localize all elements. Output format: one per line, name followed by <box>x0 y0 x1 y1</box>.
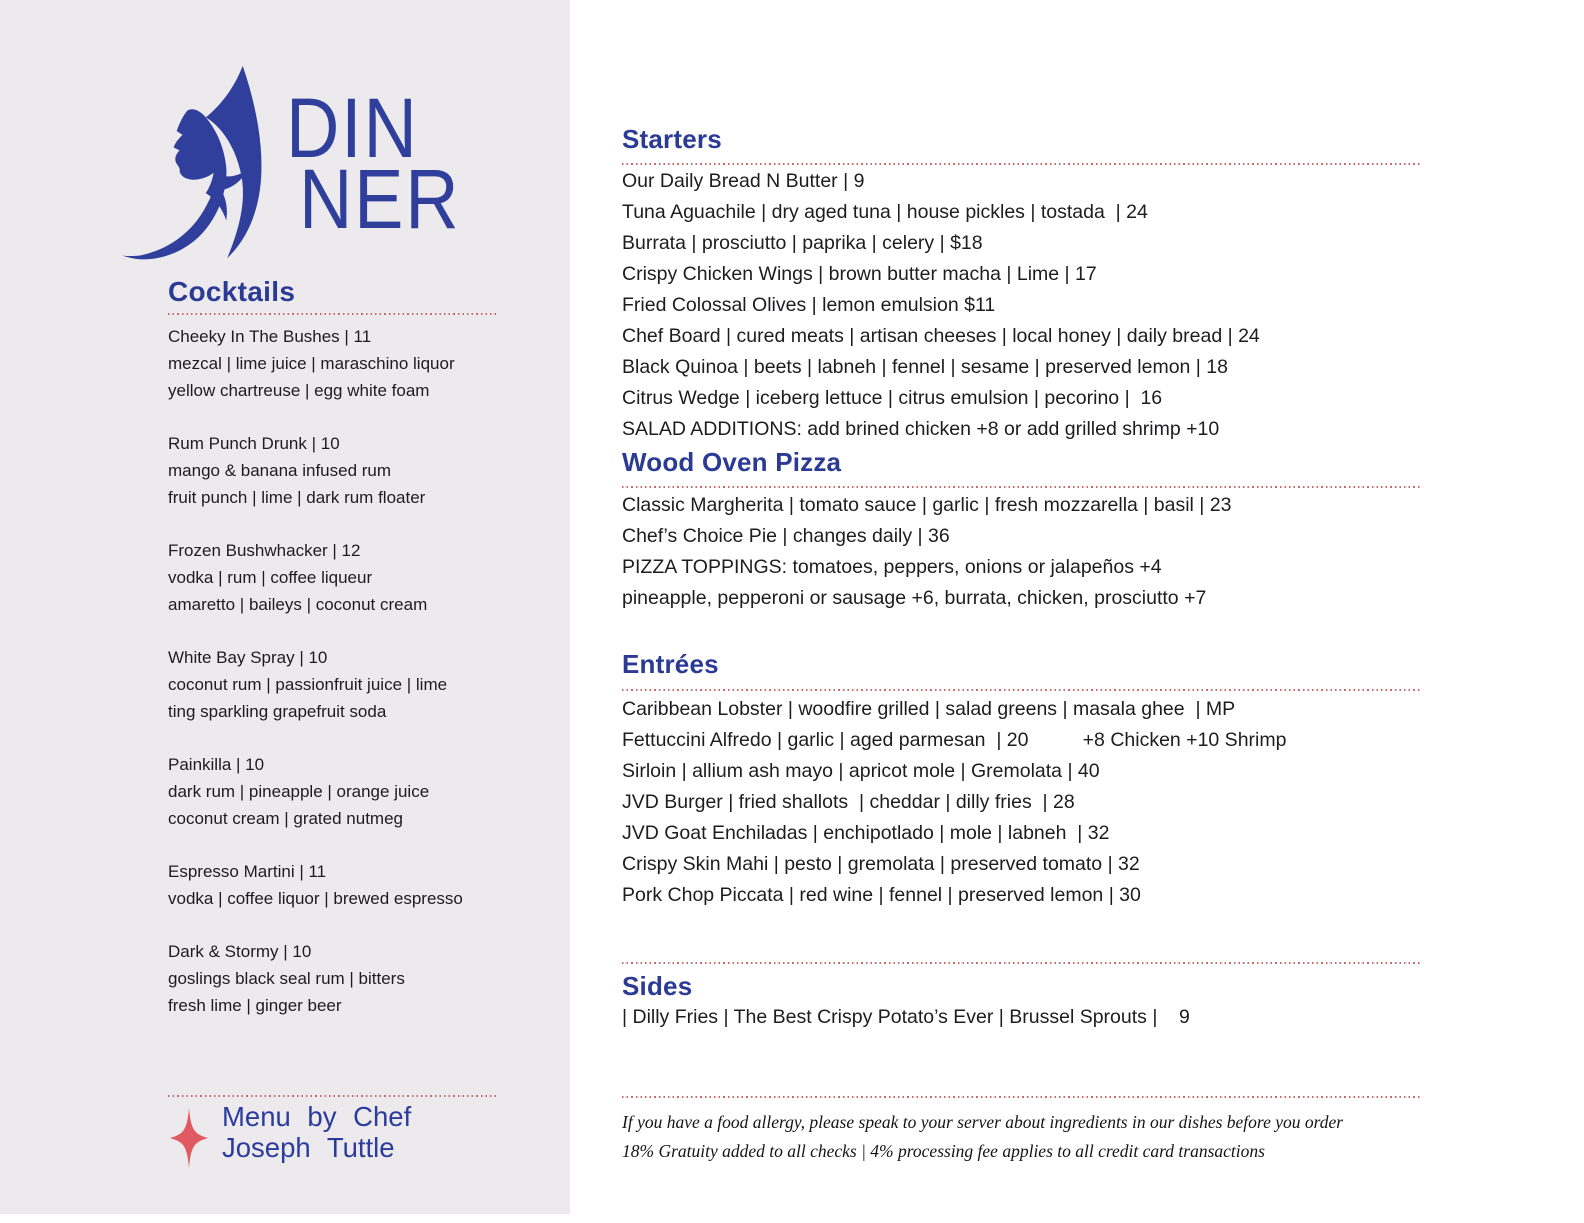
cocktail-name: Espresso Martini | 11 <box>168 862 327 881</box>
starters-section-title: Starters <box>622 124 722 154</box>
allergy-note: If you have a food allergy, please speak to your server about ingredients in our dishes before you order <box>622 1112 1344 1132</box>
menu-item: | Dilly Fries | The Best Crispy Potato’s Ever | Brussel Sprouts | 9 <box>622 1006 1190 1028</box>
pizza-list <box>622 490 1422 614</box>
footer-notes <box>622 1108 1422 1165</box>
entrees-list <box>622 694 1422 911</box>
gratuity-note: 18% Gratuity added to all checks | 4% processing fee applies to all credit card transactions <box>622 1140 1265 1161</box>
cocktail-item <box>168 537 538 618</box>
dotted-divider <box>168 313 498 316</box>
sides-section-title: Sides <box>622 971 693 1001</box>
cocktail-name: Rum Punch Drunk | 10 <box>168 434 340 453</box>
menu-item: Black Quinoa | beets | labneh | fennel | sesame | preserved lemon | 18 <box>622 356 1228 378</box>
menu-item: Fettuccini Alfredo | garlic | aged parmesan | 20 +8 Chicken +10 Shrimp <box>622 729 1287 751</box>
cocktail-name: Dark & Stormy | 10 <box>168 942 312 961</box>
menu-item: Chef’s Choice Pie | changes daily | 36 <box>622 525 950 547</box>
cocktail-desc: yellow chartreuse | egg white foam <box>168 381 430 400</box>
menu-item: Pork Chop Piccata | red wine | fennel | preserved lemon | 30 <box>622 884 1141 906</box>
cocktail-desc: coconut rum | passionfruit juice | lime <box>168 675 448 694</box>
menu-item: PIZZA TOPPINGS: tomatoes, peppers, onions or jalapeños +4 <box>622 556 1162 578</box>
logo-text-line2: NER <box>299 152 461 246</box>
sides-list <box>622 1002 1422 1033</box>
cocktail-desc: fruit punch | lime | dark rum floater <box>168 488 426 507</box>
entrees-section-title: Entrées <box>622 649 719 679</box>
cocktail-item <box>168 938 538 1019</box>
cocktail-item <box>168 430 538 511</box>
cocktail-desc: amaretto | baileys | coconut cream <box>168 595 428 614</box>
dotted-divider <box>622 1096 1420 1099</box>
dotted-divider <box>168 1095 498 1098</box>
menu-item: Tuna Aguachile | dry aged tuna | house pickles | tostada | 24 <box>622 201 1148 223</box>
menu-item: Classic Margherita | tomato sauce | garlic | fresh mozzarella | basil | 23 <box>622 494 1232 516</box>
cocktail-list <box>168 323 538 1045</box>
cocktail-item <box>168 323 538 404</box>
cocktail-desc: vodka | rum | coffee liqueur <box>168 568 373 587</box>
menu-item: pineapple, pepperoni or sausage +6, burrata, chicken, prosciutto +7 <box>622 587 1207 609</box>
menu-item: Caribbean Lobster | woodfire grilled | salad greens | masala ghee | MP <box>622 698 1236 720</box>
menu-item: JVD Goat Enchiladas | enchipotlado | mole | labneh | 32 <box>622 822 1110 844</box>
cocktail-item <box>168 644 538 725</box>
woman-face-profile-logo <box>118 62 280 266</box>
cocktail-name: Cheeky In The Bushes | 11 <box>168 327 372 346</box>
cocktail-desc: ting sparkling grapefruit soda <box>168 702 387 721</box>
menu-item: Burrata | prosciutto | paprika | celery | $18 <box>622 232 983 254</box>
menu-item: SALAD ADDITIONS: add brined chicken +8 or add grilled shrimp +10 <box>622 418 1220 440</box>
cocktails-section-title: Cocktails <box>168 276 296 307</box>
dotted-divider <box>622 486 1420 489</box>
menu-item: Crispy Skin Mahi | pesto | gremolata | preserved tomato | 32 <box>622 853 1140 875</box>
menu-item: Sirloin | allium ash mayo | apricot mole | Gremolata | 40 <box>622 760 1100 782</box>
cocktail-desc: mango & banana infused rum <box>168 461 392 480</box>
cocktail-desc: dark rum | pineapple | orange juice <box>168 782 430 801</box>
dotted-divider <box>622 689 1420 692</box>
menu-item: Chef Board | cured meats | artisan cheeses | local honey | daily bread | 24 <box>622 325 1260 347</box>
cocktail-name: Painkilla | 10 <box>168 755 265 774</box>
cocktail-desc: goslings black seal rum | bitters <box>168 969 405 988</box>
cocktail-name: White Bay Spray | 10 <box>168 648 328 667</box>
menu-item: Crispy Chicken Wings | brown butter macha | Lime | 17 <box>622 263 1097 285</box>
cocktail-desc: mezcal | lime juice | maraschino liquor <box>168 354 455 373</box>
menu-item: Citrus Wedge | iceberg lettuce | citrus emulsion | pecorino | 16 <box>622 387 1163 409</box>
pizza-section-title: Wood Oven Pizza <box>622 447 842 477</box>
cocktail-name: Frozen Bushwhacker | 12 <box>168 541 361 560</box>
chef-credit-text <box>222 1101 411 1163</box>
dotted-divider <box>622 962 1420 965</box>
cocktail-desc: coconut cream | grated nutmeg <box>168 809 403 828</box>
cocktail-item <box>168 858 538 912</box>
cocktail-desc: vodka | coffee liquor | brewed espresso <box>168 889 463 908</box>
chef-credit-line1: Menu by Chef <box>222 1101 412 1132</box>
restaurant-logo <box>118 60 463 270</box>
menu-item: Fried Colossal Olives | lemon emulsion $11 <box>622 294 996 316</box>
menu-item: JVD Burger | fried shallots | cheddar | dilly fries | 28 <box>622 791 1075 813</box>
menu-item: Our Daily Bread N Butter | 9 <box>622 170 865 192</box>
cocktail-item <box>168 751 538 832</box>
starters-list <box>622 166 1422 445</box>
left-panel <box>0 0 570 1214</box>
sparkle-star-icon <box>170 1107 208 1169</box>
logo-text-line1: DIN <box>286 81 419 175</box>
chef-credit-line2: Joseph Tuttle <box>222 1132 395 1163</box>
cocktail-desc: fresh lime | ginger beer <box>168 996 342 1015</box>
